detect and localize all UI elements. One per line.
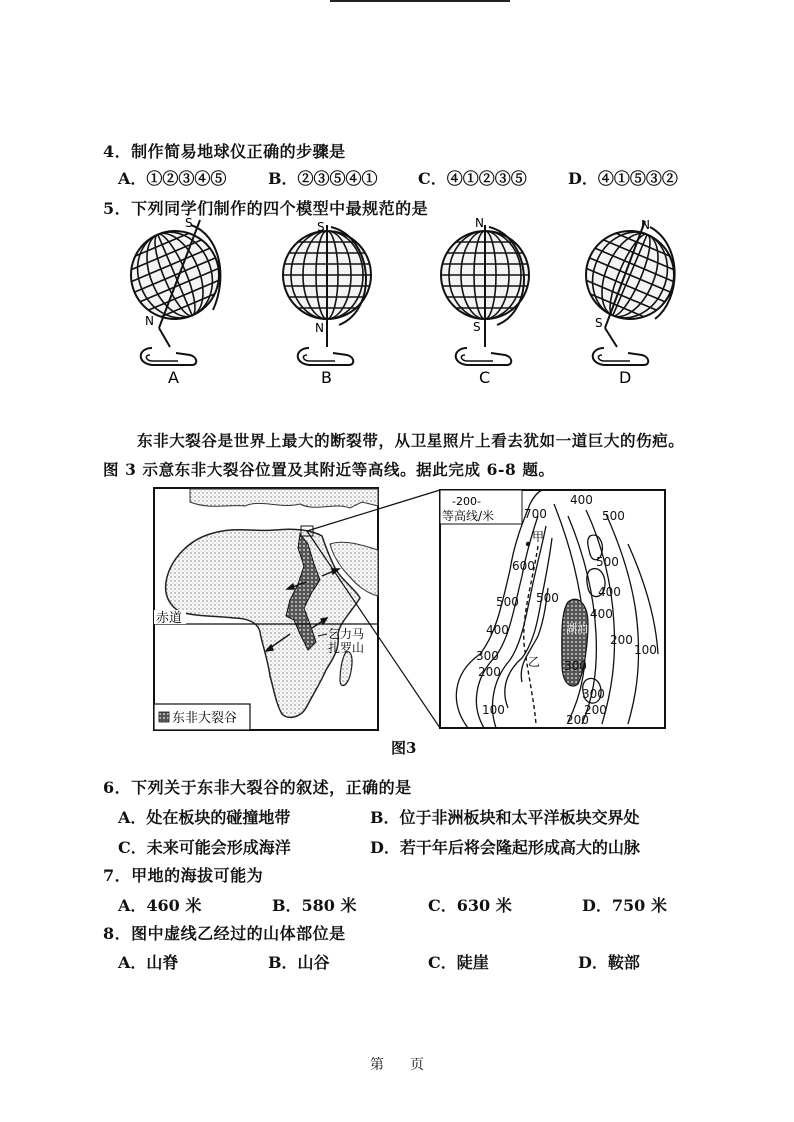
question-4-option-a[interactable]: A．①②③④⑤ xyxy=(118,169,227,188)
figure-3-caption: 图3 xyxy=(391,739,417,757)
footer-page-suffix: 页 xyxy=(410,1057,424,1073)
question-7-option-d[interactable]: D．750 米 xyxy=(582,896,667,915)
globe-d-top-pole: N xyxy=(641,218,650,232)
question-7-stem: 7．甲地的海拔可能为 xyxy=(103,866,264,885)
question-4-stem: 4．制作简易地球仪正确的步骤是 xyxy=(103,142,346,161)
globe-d-bottom-pole: S xyxy=(595,316,603,330)
question-8-option-d[interactable]: D．鞍部 xyxy=(578,953,640,972)
question-6-stem: 6．下列关于东非大裂谷的叙述，正确的是 xyxy=(103,778,412,797)
globe-d-label: D xyxy=(619,368,632,387)
contour-label: 100 xyxy=(634,643,657,657)
contour-label: 500 xyxy=(596,555,619,569)
globe-a-bottom-pole: N xyxy=(145,314,154,328)
kilimanjaro-label-1: 乞力马 xyxy=(328,627,365,641)
globe-c-bottom-pole: S xyxy=(473,320,481,334)
globe-b-top-pole: S xyxy=(317,220,325,234)
question-7-option-b[interactable]: B．580 米 xyxy=(272,896,357,915)
contour-legend-value: -200- xyxy=(452,495,481,508)
question-8-stem: 8．图中虚线乙经过的山体部位是 xyxy=(103,924,346,943)
question-8-option-b[interactable]: B．山谷 xyxy=(268,953,330,972)
contour-label: 300 xyxy=(582,687,605,701)
globe-b-bottom-pole: N xyxy=(315,321,324,335)
globe-c-top-pole: N xyxy=(475,216,484,230)
passage-line-1: 东非大裂谷是世界上最大的断裂带，从卫星照片上看去犹如一道巨大的伤疤。 xyxy=(137,431,685,450)
question-6-option-d[interactable]: D．若干年后将会隆起形成高大的山脉 xyxy=(370,838,640,857)
contour-label: 400 xyxy=(598,585,621,599)
kilimanjaro-label-2: 扎罗山 xyxy=(328,641,365,655)
question-6-option-a[interactable]: A．处在板块的碰撞地带 xyxy=(118,808,291,827)
contour-label: 200 xyxy=(566,713,589,727)
contour-label: 100 xyxy=(482,703,505,717)
top-rule xyxy=(330,0,510,2)
question-7-option-a[interactable]: A．460 米 xyxy=(118,896,202,915)
footer-page-prefix: 第 xyxy=(370,1057,384,1073)
globe-model-c[interactable] xyxy=(435,216,535,387)
lake-label: 湖泊 xyxy=(566,622,588,635)
globe-a-label: A xyxy=(168,368,179,387)
globe-models-figure xyxy=(95,215,715,390)
globe-c-label: C xyxy=(479,368,491,387)
contour-label: 500 xyxy=(536,591,559,605)
question-8-option-a[interactable]: A．山脊 xyxy=(118,953,179,972)
africa-map xyxy=(154,488,378,730)
question-5-stem: 5．下列同学们制作的四个模型中最规范的是 xyxy=(103,199,429,218)
globe-a-top-pole: S xyxy=(185,216,193,230)
contour-label: 400 xyxy=(590,607,613,621)
contour-label: 200 xyxy=(610,633,633,647)
contour-label: 700 xyxy=(524,507,547,521)
point-jia-label: 甲 xyxy=(532,530,545,544)
question-4-option-b[interactable]: B．②③⑤④① xyxy=(268,169,378,188)
question-7-option-c[interactable]: C．630 米 xyxy=(428,896,512,915)
contour-label: 300 xyxy=(476,649,499,663)
question-4-option-c[interactable]: C．④①②③⑤ xyxy=(418,169,527,188)
globe-b-label: B xyxy=(321,368,332,387)
contour-map xyxy=(440,490,665,728)
globe-model-a[interactable] xyxy=(112,215,238,387)
contour-label: 400 xyxy=(486,623,509,637)
globe-model-d[interactable] xyxy=(567,215,693,387)
contour-label: 400 xyxy=(570,493,593,507)
contour-label: 200 xyxy=(584,703,607,717)
equator-label: 赤道 xyxy=(156,611,183,626)
contour-label: 600 xyxy=(512,559,535,573)
figure-3 xyxy=(150,484,670,734)
question-6-option-b[interactable]: B．位于非洲板块和太平洋板块交界处 xyxy=(370,808,640,827)
contour-label: 500 xyxy=(496,595,519,609)
contour-legend-unit: 等高线/米 xyxy=(442,509,495,523)
question-8-option-c[interactable]: C．陡崖 xyxy=(428,953,489,972)
question-6-option-c[interactable]: C．未来可能会形成海洋 xyxy=(118,838,291,857)
globe-model-b[interactable] xyxy=(277,220,377,387)
contour-label: 200 xyxy=(478,665,501,679)
question-4-option-d[interactable]: D．④①⑤③② xyxy=(568,169,678,188)
contour-label: 300 xyxy=(564,659,587,673)
rift-legend-label: 东非大裂谷 xyxy=(172,711,238,726)
point-yi-label: 乙 xyxy=(528,655,541,669)
contour-label: 500 xyxy=(602,509,625,523)
passage-line-2: 图 3 示意东非大裂谷位置及其附近等高线。据此完成 6-8 题。 xyxy=(103,460,555,479)
